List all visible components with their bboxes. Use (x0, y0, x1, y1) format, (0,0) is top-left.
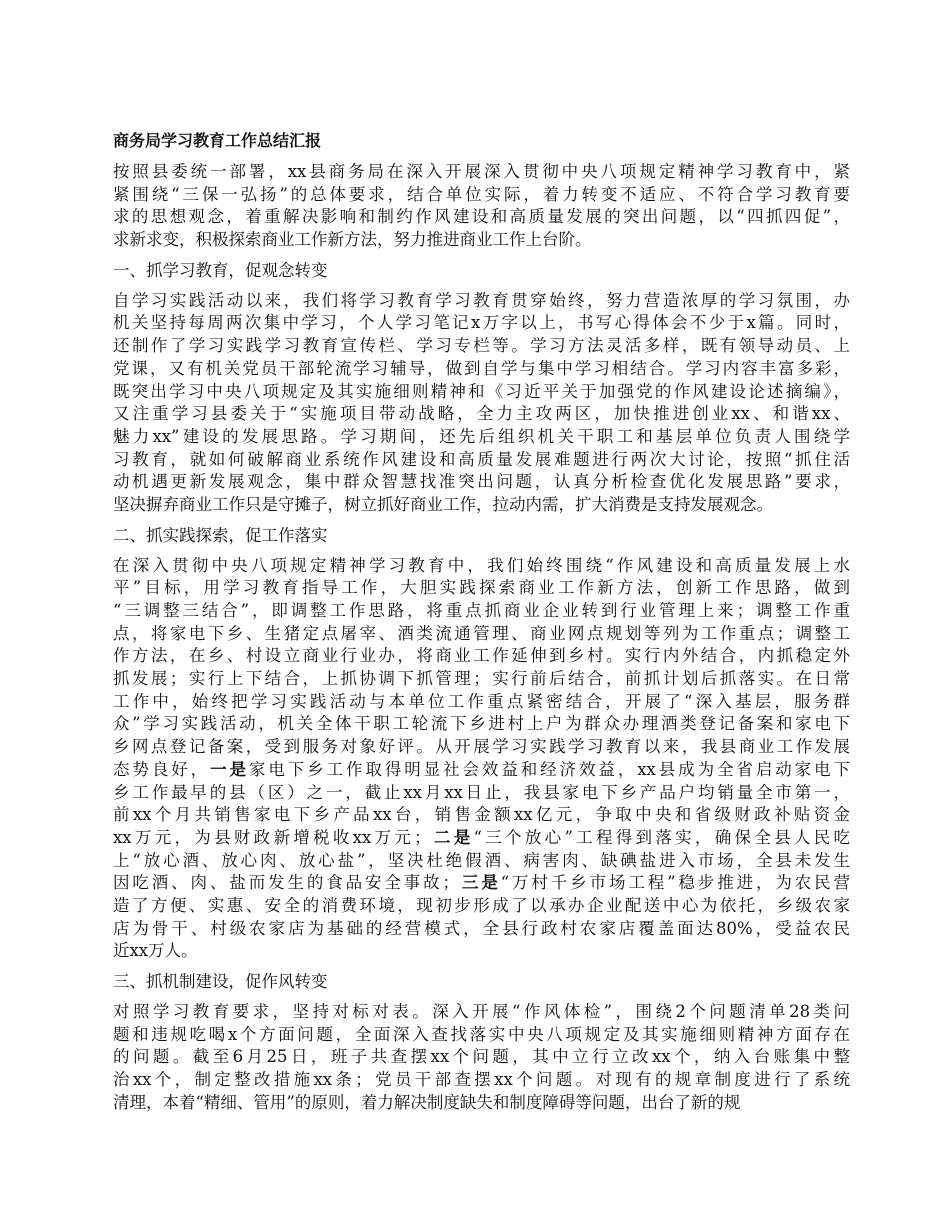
bold-text: 二是 (430, 827, 474, 847)
text-run: 还制作了学习实践学习教育宣传栏、学习专栏等。学习方法灵活多样，既有领导动员、上 (113, 336, 850, 356)
text-run: 工作中，始终把学习实践活动与本单位工作重点紧密结合，开展了“深入基层，服务群 (113, 691, 850, 711)
text-line (113, 471, 850, 494)
text-run: 家电下乡工作取得明显社会效益和经济效益，xx县成为全省启动家电下 (248, 759, 850, 779)
text-run: 近xx万人。 (113, 941, 198, 961)
paragraph (113, 161, 850, 252)
text-line (113, 827, 850, 850)
text-line (113, 335, 850, 358)
text-line (113, 577, 850, 600)
text-run: 的问题。截至6月25日，班子共查摆xx个问题，其中立行立改xx个，纳入台账集中整 (113, 1047, 850, 1067)
document-page (113, 129, 850, 1114)
text-line (113, 494, 850, 517)
text-line (113, 1046, 850, 1069)
section-heading: 三、抓机制建设，促作风转变 (113, 972, 328, 991)
text-run: 动机遇更新发展观念，集中群众智慧找准突出问题，认真分析检查优化发展思路”要求， (113, 472, 850, 492)
text-line (113, 940, 850, 963)
text-run: 店为骨干、村级农家店为基础的经营模式，全县行政村农家店覆盖面达80%，受益农民 (113, 918, 850, 938)
text-run: 求新求变，积极探索商业工作新方法，努力推进商业工作上台阶。 (113, 230, 592, 250)
text-run: 魅力xx”建设的发展思路。学习期间，还先后组织机关干职工和基层单位负责人围绕学 (113, 426, 850, 446)
text-run: 题和违规吃喝x个方面问题，全面深入查找落实中央八项规定及其实施细则精神方面存在 (113, 1024, 850, 1044)
text-run: 前xx个月共销售家电下乡产品xx台，销售金额xx亿元，争取中央和省级财政补贴资金 (113, 805, 850, 825)
text-run: 清理，本着“精细、管用”的原则，着力解决制度缺失和制度障碍等问题，出台了新的规 (113, 1092, 741, 1112)
text-run: 态势良好， (113, 759, 211, 779)
text-line (113, 403, 850, 426)
text-run: “万村千乡市场工程”稳步推进，为农民营 (500, 873, 851, 893)
text-run: 在深入贯彻中央八项规定精神学习教育中，我们始终围绕“作风建设和高质量发展上水 (113, 555, 850, 575)
document-title: 商务局学习教育工作总结汇报 (113, 131, 322, 150)
text-run: “三调整三结合”，即调整工作思路，将重点抓商业企业转到行业管理上来；调整工作重 (113, 601, 850, 620)
text-line (113, 1024, 850, 1047)
paragraph (113, 555, 850, 963)
text-line (113, 713, 850, 736)
text-line (113, 1001, 850, 1024)
text-run: 造了方便、实惠、安全的消费环境，现初步形成了以承办企业配送中心为依托，乡级农家 (113, 895, 850, 915)
text-line (113, 759, 850, 782)
text-run: 治xx个，制定整改措施xx条；党员干部查摆xx个问题。对现有的规章制度进行了系统 (113, 1070, 850, 1090)
text-run: 因吃酒、肉、盐而发生的食品安全事故； (113, 873, 460, 893)
text-line (113, 804, 850, 827)
text-line (113, 600, 850, 623)
text-line (113, 229, 850, 252)
text-line (113, 623, 850, 646)
text-run: 抓发展；实行上下结合，上抓协调下抓管理；实行前后结合，前抓计划后抓落实。在日常 (113, 669, 850, 689)
text-line (113, 1069, 850, 1092)
text-line (113, 206, 850, 229)
text-run: 作方法，在乡、村设立商业行业办，将商业工作延伸到乡村。实行内外结合，内抓稳定外 (113, 646, 850, 666)
text-run: 平”目标，用学习教育指导工作，大胆实践探索商业工作新方法，创新工作思路，做到 (113, 578, 850, 598)
text-run: 既突出学习中央八项规定及其实施细则精神和《习近平关于加强党的作风建设论述摘编》， (113, 381, 850, 401)
text-line (113, 555, 850, 578)
text-line (113, 668, 850, 691)
text-line (113, 691, 850, 714)
text-run: 点，将家电下乡、生猪定点屠宰、酒类流通管理、商业网点规划等列为工作重点；调整工 (113, 623, 850, 643)
bold-text: 三是 (459, 873, 501, 893)
text-run: 对照学习教育要求，坚持对标对表。深入开展“作风体检”，围绕2个问题清单28类问 (113, 1002, 850, 1021)
text-line (113, 290, 850, 313)
text-run: 按照县委统一部署，xx县商务局在深入开展深入贯彻中央八项规定精神学习教育中，紧 (113, 162, 850, 181)
text-line (113, 184, 850, 207)
text-run: “三个放心”工程得到落实，确保全县人民吃 (473, 827, 850, 847)
text-run: 求的思想观念，着重解决影响和制约作风建设和高质量发展的突出问题，以“四抓四促”， (113, 207, 850, 227)
text-run: 机关坚持每周两次集中学习，个人学习笔记x万字以上，书写心得体会不少于x篇。同时， (113, 313, 850, 333)
section-heading: 一、抓学习教育，促观念转变 (113, 260, 328, 280)
text-run: 党课，又有机关党员干部轮流学习辅导，做到自学与集中学习相结合。学习内容丰富多彩， (113, 358, 850, 378)
text-line (113, 782, 850, 805)
text-line (113, 850, 850, 873)
text-run: 紧围绕“三保一弘扬”的总体要求，结合单位实际，着力转变不适应、不符合学习教育要 (113, 184, 850, 204)
text-line (113, 872, 850, 895)
text-line (113, 1092, 850, 1115)
paragraph (113, 1001, 850, 1114)
text-line (113, 312, 850, 335)
text-run: 上“放心酒、放心肉、放心盐”，坚决杜绝假酒、病害肉、缺碘盐进入市场，全县未发生 (113, 850, 850, 870)
bold-text: 一是 (210, 759, 249, 779)
text-line (113, 449, 850, 472)
text-run: 乡工作最早的县（区）之一，截止xx月xx日止，我县家电下乡产品户均销量全市第一， (113, 782, 850, 802)
paragraph (113, 290, 850, 517)
text-line (113, 161, 850, 184)
text-run: 习教育，就如何破解商业系统作风建设和高质量发展难题进行两次大讨论，按照“抓住活 (113, 449, 850, 469)
section-heading: 二、抓实践探索，促工作落实 (113, 525, 328, 545)
text-line (113, 645, 850, 668)
text-line (113, 895, 850, 918)
text-line (113, 358, 850, 381)
text-run: 自学习实践活动以来，我们将学习教育学习教育贯穿始终，努力营造浓厚的学习氛围，办 (113, 290, 850, 310)
text-run: 坚决摒弃商业工作只是守摊子，树立抓好商业工作，拉动内需，扩大消费是支持发展观念。 (113, 494, 773, 514)
text-run: 众”学习实践活动，机关全体干职工轮流下乡进村上户为群众办理酒类登记备案和家电下 (113, 714, 850, 734)
text-line (113, 381, 850, 404)
text-line (113, 426, 850, 449)
text-run: xx万元，为县财政新增税收xx万元； (113, 827, 431, 847)
text-run: 又注重学习县委关于“实施项目带动战略，全力主攻两区，加快推进创业xx、和谐xx、 (113, 404, 850, 424)
text-line (113, 736, 850, 759)
text-run: 乡网点登记备案，受到服务对象好评。从开展学习实践学习教育以来，我县商业工作发展 (113, 737, 850, 757)
document-body (113, 161, 850, 1114)
text-line (113, 918, 850, 941)
